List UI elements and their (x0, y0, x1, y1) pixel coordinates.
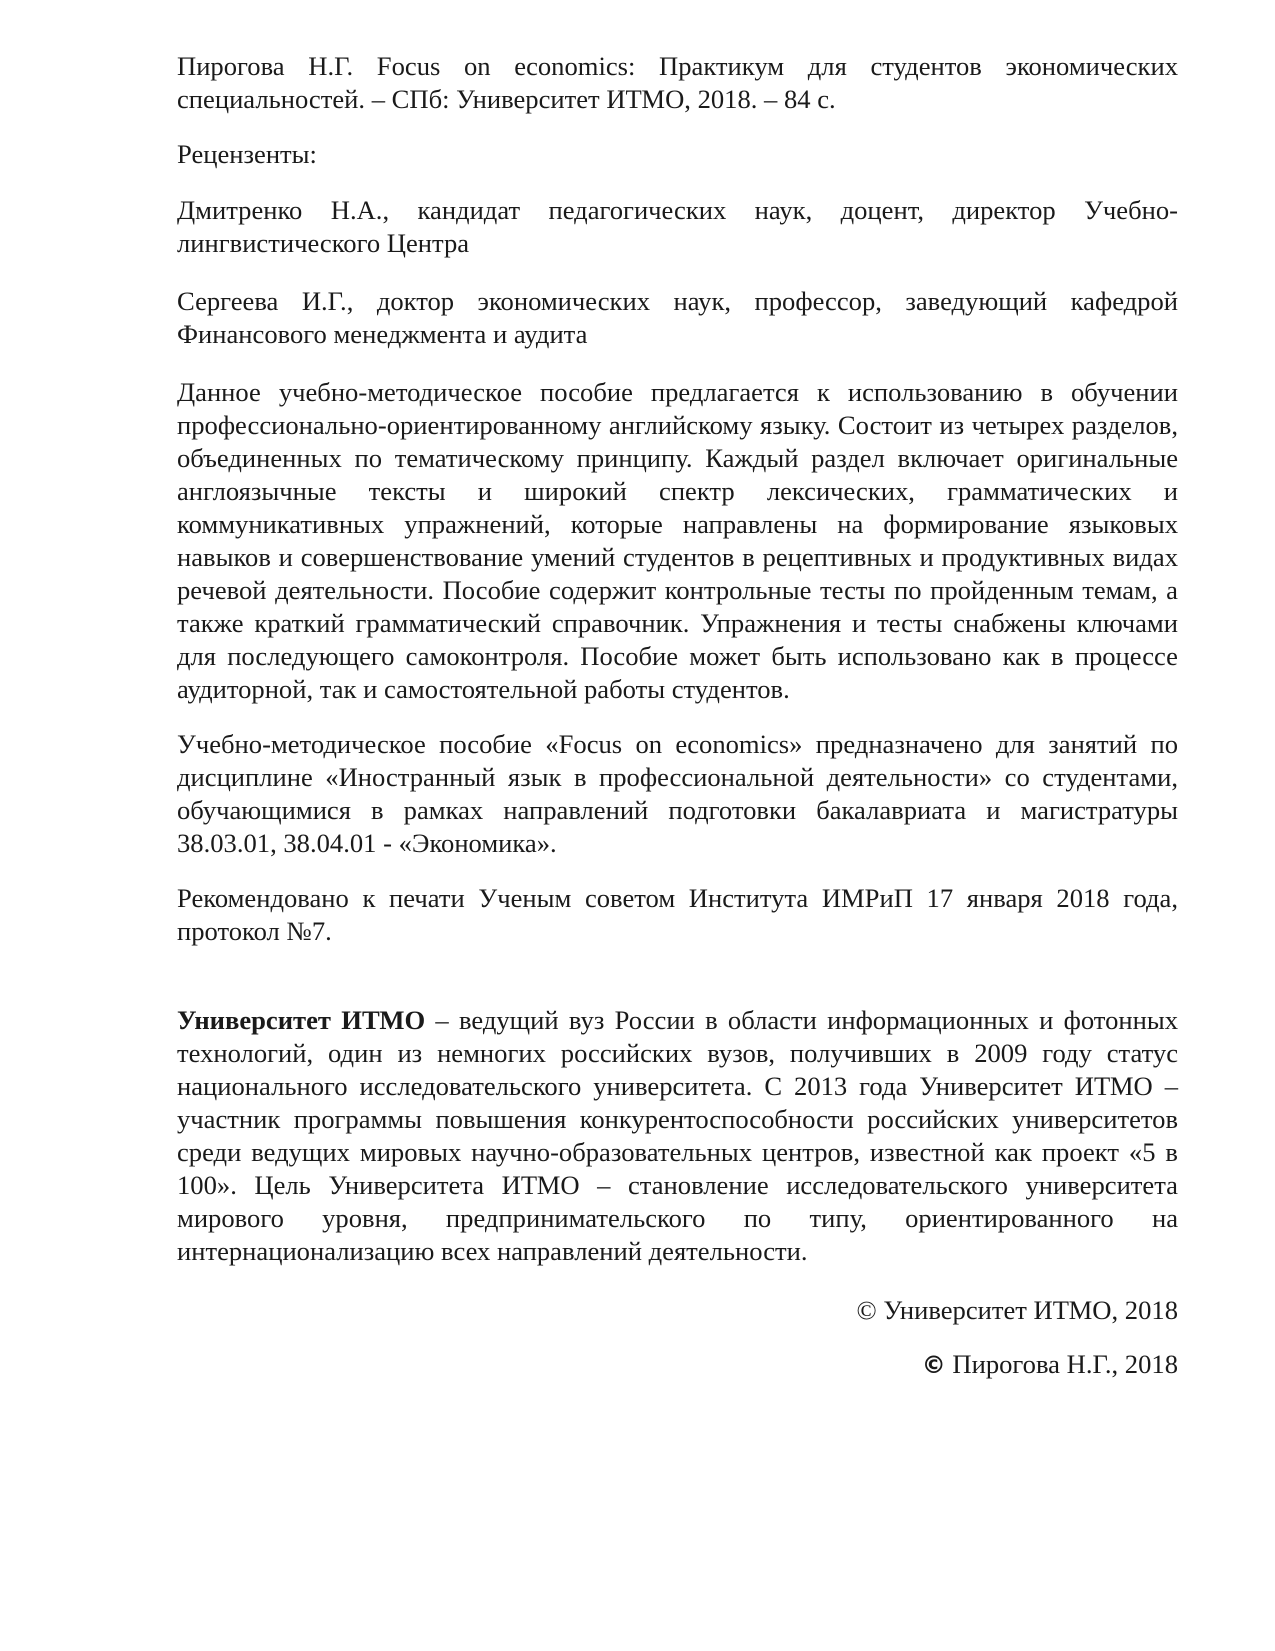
abstract-paragraph: Данное учебно-методическое пособие предлагается к использованию в обучении профессионально-ориентированному английскому языку. Состоит из четырех разделов, объединенных по тематическому принципу. Каждый раздел включает оригинальные англоязычные тексты и широкий спектр лексических, грамматических и коммуникативных упражнений, которые направлены на формирование языковых навыков и совершенствование умений студентов в рецептивных и продуктивных видах речевой деятельности. Пособие содержит контрольные тесты по пройденным темам, а также краткий грамматический справочник. Упражнения и тесты снабжены ключами для последующего самоконтроля. Пособие может быть использовано как в процессе аудиторной, так и самостоятельной работы студентов. (177, 377, 1178, 704)
author-copyright (177, 1348, 1178, 1382)
university-description: – ведущий вуз России в области информационных и фотонных технологий, один из немногих российских вузов, получивших в 2009 году статус национального исследовательского университета. С 2013 года Университет ИТМО – участник программы повышения конкурентоспособности российских университетов среди ведущих мировых научно-образовательных центров, известной как проект «5 в 100». Цель Университета ИТМО – становление исследовательского университета мирового уровня, предпринимательского по типу, ориентированного на интернационализацию всех направлений деятельности. (177, 1005, 1178, 1266)
bibliographic-entry: Пирогова Н.Г. Focus on economics: Практикум для студентов экономических специальностей. – СПб: Университет ИТМО, 2018. – 84 с. (177, 51, 1178, 114)
reviewer-entry: Сергеева И.Г., доктор экономических наук, профессор, заведующий кафедрой Финансового менеджмента и аудита (177, 286, 1178, 349)
document-page (177, 50, 1178, 1403)
university-paragraph (177, 1004, 1178, 1268)
purpose-paragraph: Учебно-методическое пособие «Focus on economics» предназначено для занятий по дисциплине «Иностранный язык в профессиональной деятельности» со студентами, обучающимися в рамках направлений подготовки бакалавриата и магистратуры 38.03.01, 38.04.01 - «Экономика». (177, 729, 1178, 858)
university-copyright: © Университет ИТМО, 2018 (856, 1295, 1178, 1325)
author-copyright-text: Пирогова Н.Г., 2018 (945, 1349, 1178, 1379)
university-name: Университет ИТМО (177, 1005, 426, 1035)
recommendation-paragraph: Рекомендовано к печати Ученым советом Института ИМРиП 17 января 2018 года, протокол №7. (177, 883, 1178, 946)
copyright-icon: © (921, 1351, 946, 1379)
reviewers-heading: Рецензенты: (177, 139, 317, 169)
reviewer-entry: Дмитренко Н.А., кандидат педагогических наук, доцент, директор Учебно-лингвистического Центра (177, 195, 1178, 258)
